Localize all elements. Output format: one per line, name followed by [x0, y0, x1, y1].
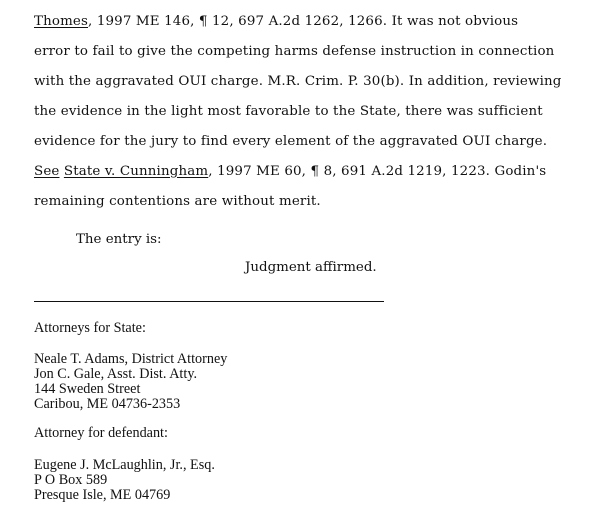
- opinion-text: error to fail to give the competing harms defense instruction in connection: [34, 44, 555, 59]
- case-citation: State v. Cunningham: [63, 164, 209, 179]
- defendant-attorney-line: Presque Isle, ME 04769: [34, 487, 171, 503]
- case-citation: Thomes: [34, 14, 89, 29]
- opinion-text: with the aggravated OUI charge. M.R. Crim. P. 30(b). In addition, reviewing: [34, 74, 562, 89]
- opinion-line: [34, 134, 547, 149]
- opinion-line: [34, 164, 546, 179]
- defendant-attorney-line: Eugene J. McLaughlin, Jr., Esq.: [34, 457, 215, 473]
- opinion-text: the evidence in the light most favorable to the State, there was sufficient: [34, 104, 543, 119]
- state-attorney-line: Jon C. Gale, Asst. Dist. Atty.: [34, 366, 198, 382]
- state-attorney-line: Neale T. Adams, District Attorney: [34, 351, 228, 367]
- state-attorney-line: Caribou, ME 04736-2353: [34, 396, 181, 412]
- opinion-line: [34, 194, 321, 209]
- opinion-line: [34, 104, 543, 119]
- attorney-for-defendant-block: [34, 458, 215, 503]
- opinion-line: [34, 14, 518, 29]
- attorney-for-defendant-heading: Attorney for defendant:: [34, 425, 168, 441]
- opinion-line: [34, 44, 554, 59]
- opinion-text: , 1997 ME 60, ¶ 8, 691 A.2d 1219, 1223. Godin's: [208, 164, 547, 179]
- attorneys-for-state-block: [34, 352, 227, 412]
- case-citation: See: [34, 164, 60, 179]
- opinion-text: , 1997 ME 146, ¶ 12, 697 A.2d 1262, 1266. It was not obvious: [88, 14, 519, 29]
- state-attorney-line: 144 Sweden Street: [34, 381, 141, 397]
- section-divider: [34, 301, 384, 302]
- entry-label: The entry is:: [76, 232, 162, 247]
- attorneys-for-state-heading: Attorneys for State:: [34, 320, 146, 336]
- opinion-text: evidence for the jury to find every element of the aggravated OUI charge.: [34, 134, 548, 149]
- opinion-line: [34, 74, 562, 89]
- judgment-text: Judgment affirmed.: [245, 260, 377, 275]
- defendant-attorney-line: P O Box 589: [34, 472, 108, 488]
- opinion-text: remaining contentions are without merit.: [34, 194, 321, 209]
